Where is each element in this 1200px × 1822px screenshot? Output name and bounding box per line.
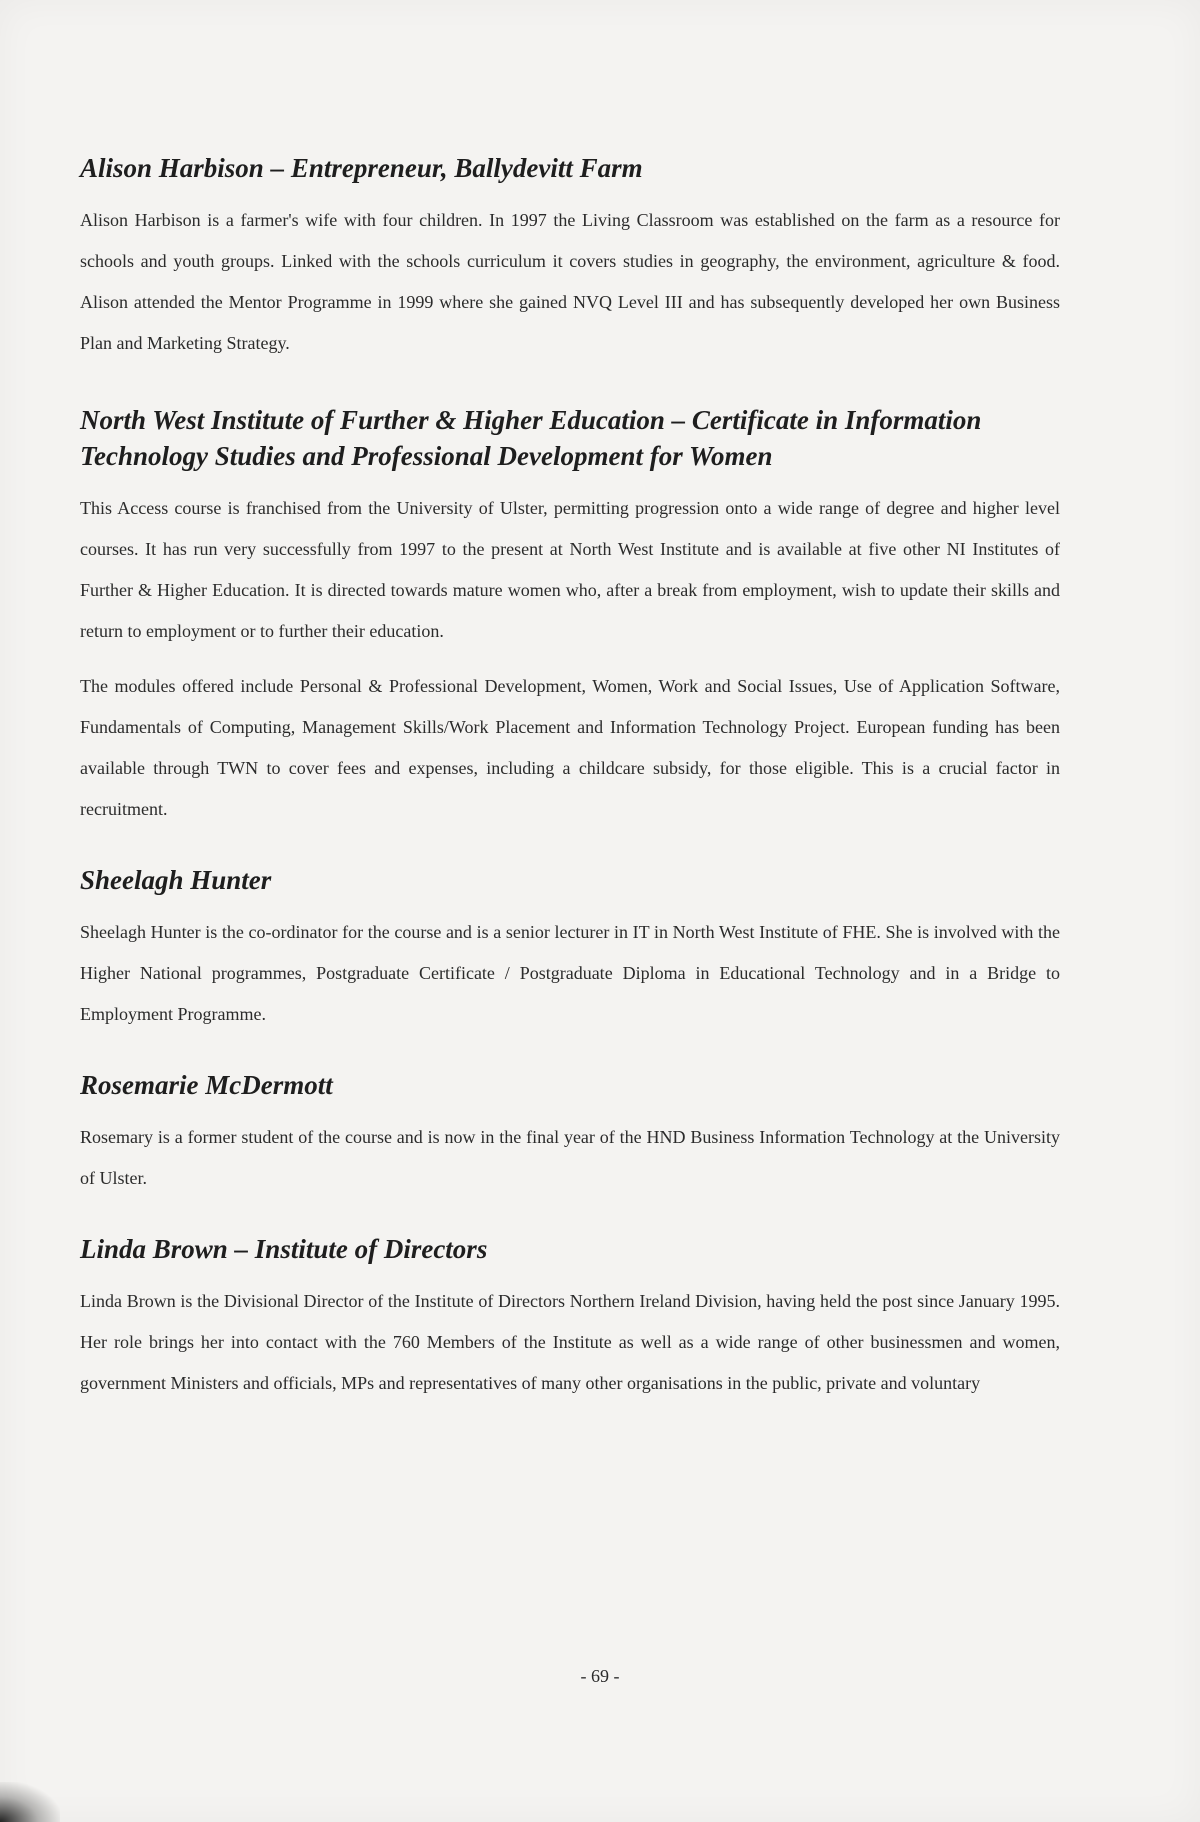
section-north-west-institute [80,402,1060,830]
section-sheelagh-hunter [80,862,1060,1035]
page-number: - 69 - [580,1666,620,1686]
section-heading: Alison Harbison – Entrepreneur, Ballydevitt Farm [80,153,643,183]
section-heading: North West Institute of Further & Higher Education – Certificate in Information Technology Studies and Professional Development for Women [80,405,982,471]
section-heading: Linda Brown – Institute of Directors [80,1234,488,1264]
section-paragraph: The modules offered include Personal & Professional Development, Women, Work and Social Issues, Use of Application Software, Fundamentals of Computing, Management Skills/Work Placement and Information Technology Project. European funding has been available through TWN to cover fees and expenses, including a childcare subsidy, for those eligible. This is a crucial factor in recruitment. [80,676,1060,819]
section-paragraph: Rosemary is a former student of the course and is now in the final year of the HND Business Information Technology at the University of Ulster. [80,1127,1060,1188]
scan-corner-shadow [0,1782,60,1822]
section-paragraph: This Access course is franchised from the University of Ulster, permitting progression onto a wide range of degree and higher level courses. It has run very successfully from 1997 to the present at North West Institute and is available at five other NI Institutes of Further & Higher Education. It is directed towards mature women who, after a break from employment, wish to update their skills and return to employment or to further their education. [80,498,1060,641]
section-linda-brown [80,1231,1060,1404]
section-alison-harbison [80,150,1060,364]
section-paragraph: Sheelagh Hunter is the co-ordinator for the course and is a senior lecturer in IT in North West Institute of FHE. She is involved with the Higher National programmes, Postgraduate Certificate / Postgraduate Diploma in Educational Technology and in a Bridge to Employment Programme. [80,922,1060,1024]
section-rosemarie-mcdermott [80,1067,1060,1199]
section-paragraph: Linda Brown is the Divisional Director of the Institute of Directors Northern Ireland Division, having held the post since January 1995. Her role brings her into contact with the 760 Members of the Institute as well as a wide range of other businessmen and women, government Ministers and officials, MPs and representatives of many other organisations in the public, private and voluntary [80,1291,1060,1393]
section-paragraph: Alison Harbison is a farmer's wife with four children. In 1997 the Living Classroom was established on the farm as a resource for schools and youth groups. Linked with the schools curriculum it covers studies in geography, the environment, agriculture & food. Alison attended the Mentor Programme in 1999 where she gained NVQ Level III and has subsequently developed her own Business Plan and Marketing Strategy. [80,210,1060,353]
section-heading: Sheelagh Hunter [80,865,272,895]
page-content [80,150,1060,1418]
section-heading: Rosemarie McDermott [80,1070,333,1100]
